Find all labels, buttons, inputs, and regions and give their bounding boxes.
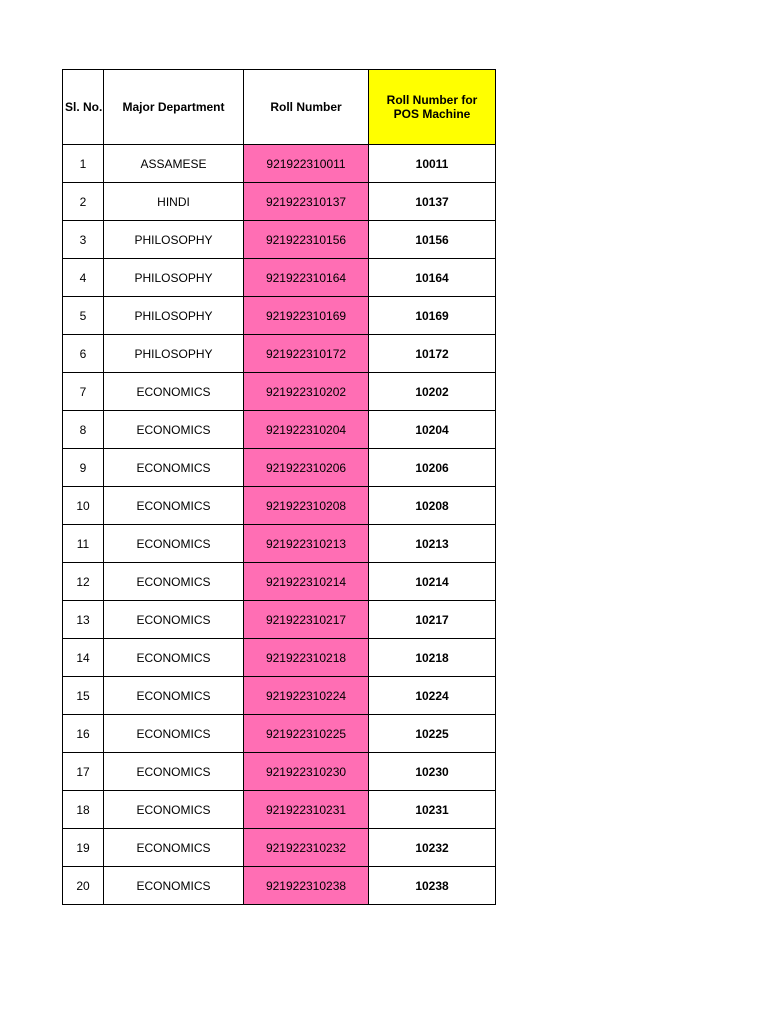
cell-sl-no: 12 bbox=[63, 563, 104, 601]
cell-pos-roll-number: 10231 bbox=[369, 791, 496, 829]
cell-roll-number: 921922310011 bbox=[244, 145, 369, 183]
cell-major-department: PHILOSOPHY bbox=[104, 297, 244, 335]
table-row bbox=[63, 221, 496, 259]
table-row bbox=[63, 449, 496, 487]
table-row bbox=[63, 829, 496, 867]
cell-major-department: ECONOMICS bbox=[104, 791, 244, 829]
cell-major-department: ECONOMICS bbox=[104, 829, 244, 867]
cell-sl-no: 3 bbox=[63, 221, 104, 259]
cell-major-department: ECONOMICS bbox=[104, 753, 244, 791]
table-row bbox=[63, 791, 496, 829]
cell-pos-roll-number: 10217 bbox=[369, 601, 496, 639]
cell-roll-number: 921922310213 bbox=[244, 525, 369, 563]
cell-roll-number: 921922310238 bbox=[244, 867, 369, 905]
cell-sl-no: 16 bbox=[63, 715, 104, 753]
cell-roll-number: 921922310202 bbox=[244, 373, 369, 411]
table-row bbox=[63, 715, 496, 753]
cell-sl-no: 20 bbox=[63, 867, 104, 905]
cell-major-department: ECONOMICS bbox=[104, 411, 244, 449]
cell-sl-no: 7 bbox=[63, 373, 104, 411]
table-row bbox=[63, 867, 496, 905]
cell-sl-no: 18 bbox=[63, 791, 104, 829]
cell-sl-no: 19 bbox=[63, 829, 104, 867]
cell-pos-roll-number: 10208 bbox=[369, 487, 496, 525]
cell-major-department: ECONOMICS bbox=[104, 487, 244, 525]
cell-major-department: ECONOMICS bbox=[104, 715, 244, 753]
cell-roll-number: 921922310231 bbox=[244, 791, 369, 829]
cell-sl-no: 8 bbox=[63, 411, 104, 449]
header-sl-no: Sl. No. bbox=[63, 70, 104, 145]
cell-major-department: ECONOMICS bbox=[104, 373, 244, 411]
table-row bbox=[63, 411, 496, 449]
cell-pos-roll-number: 10206 bbox=[369, 449, 496, 487]
cell-major-department: ECONOMICS bbox=[104, 639, 244, 677]
table-row bbox=[63, 601, 496, 639]
cell-sl-no: 11 bbox=[63, 525, 104, 563]
cell-pos-roll-number: 10169 bbox=[369, 297, 496, 335]
cell-sl-no: 17 bbox=[63, 753, 104, 791]
cell-pos-roll-number: 10172 bbox=[369, 335, 496, 373]
cell-sl-no: 14 bbox=[63, 639, 104, 677]
cell-major-department: ECONOMICS bbox=[104, 677, 244, 715]
cell-roll-number: 921922310156 bbox=[244, 221, 369, 259]
cell-sl-no: 15 bbox=[63, 677, 104, 715]
header-row bbox=[63, 70, 496, 145]
table-row bbox=[63, 145, 496, 183]
table-row bbox=[63, 183, 496, 221]
cell-roll-number: 921922310204 bbox=[244, 411, 369, 449]
cell-roll-number: 921922310214 bbox=[244, 563, 369, 601]
cell-sl-no: 6 bbox=[63, 335, 104, 373]
cell-roll-number: 921922310169 bbox=[244, 297, 369, 335]
cell-major-department: ECONOMICS bbox=[104, 867, 244, 905]
table-body bbox=[63, 145, 496, 905]
cell-pos-roll-number: 10218 bbox=[369, 639, 496, 677]
cell-major-department: ASSAMESE bbox=[104, 145, 244, 183]
cell-sl-no: 5 bbox=[63, 297, 104, 335]
table-row bbox=[63, 563, 496, 601]
header-roll-number: Roll Number bbox=[244, 70, 369, 145]
cell-roll-number: 921922310206 bbox=[244, 449, 369, 487]
cell-pos-roll-number: 10156 bbox=[369, 221, 496, 259]
cell-pos-roll-number: 10011 bbox=[369, 145, 496, 183]
header-major-department: Major Department bbox=[104, 70, 244, 145]
cell-roll-number: 921922310232 bbox=[244, 829, 369, 867]
cell-sl-no: 9 bbox=[63, 449, 104, 487]
cell-pos-roll-number: 10225 bbox=[369, 715, 496, 753]
cell-pos-roll-number: 10214 bbox=[369, 563, 496, 601]
cell-pos-roll-number: 10137 bbox=[369, 183, 496, 221]
cell-roll-number: 921922310217 bbox=[244, 601, 369, 639]
cell-roll-number: 921922310164 bbox=[244, 259, 369, 297]
cell-major-department: PHILOSOPHY bbox=[104, 259, 244, 297]
cell-roll-number: 921922310224 bbox=[244, 677, 369, 715]
cell-pos-roll-number: 10164 bbox=[369, 259, 496, 297]
cell-major-department: PHILOSOPHY bbox=[104, 335, 244, 373]
cell-pos-roll-number: 10202 bbox=[369, 373, 496, 411]
table-row bbox=[63, 753, 496, 791]
cell-pos-roll-number: 10204 bbox=[369, 411, 496, 449]
header-roll-number-pos: Roll Number for POS Machine bbox=[369, 70, 496, 145]
roll-number-table bbox=[62, 69, 496, 905]
cell-major-department: ECONOMICS bbox=[104, 563, 244, 601]
table-row bbox=[63, 297, 496, 335]
cell-roll-number: 921922310137 bbox=[244, 183, 369, 221]
cell-pos-roll-number: 10238 bbox=[369, 867, 496, 905]
cell-major-department: ECONOMICS bbox=[104, 601, 244, 639]
cell-major-department: ECONOMICS bbox=[104, 449, 244, 487]
cell-major-department: ECONOMICS bbox=[104, 525, 244, 563]
cell-roll-number: 921922310172 bbox=[244, 335, 369, 373]
table-row bbox=[63, 525, 496, 563]
cell-sl-no: 10 bbox=[63, 487, 104, 525]
cell-sl-no: 2 bbox=[63, 183, 104, 221]
cell-major-department: PHILOSOPHY bbox=[104, 221, 244, 259]
cell-sl-no: 1 bbox=[63, 145, 104, 183]
table-row bbox=[63, 335, 496, 373]
table-row bbox=[63, 639, 496, 677]
table-row bbox=[63, 487, 496, 525]
cell-sl-no: 4 bbox=[63, 259, 104, 297]
table-row bbox=[63, 677, 496, 715]
table-row bbox=[63, 373, 496, 411]
cell-sl-no: 13 bbox=[63, 601, 104, 639]
cell-major-department: HINDI bbox=[104, 183, 244, 221]
cell-roll-number: 921922310208 bbox=[244, 487, 369, 525]
cell-pos-roll-number: 10232 bbox=[369, 829, 496, 867]
cell-pos-roll-number: 10224 bbox=[369, 677, 496, 715]
cell-roll-number: 921922310218 bbox=[244, 639, 369, 677]
cell-roll-number: 921922310230 bbox=[244, 753, 369, 791]
table-row bbox=[63, 259, 496, 297]
cell-pos-roll-number: 10230 bbox=[369, 753, 496, 791]
cell-pos-roll-number: 10213 bbox=[369, 525, 496, 563]
cell-roll-number: 921922310225 bbox=[244, 715, 369, 753]
